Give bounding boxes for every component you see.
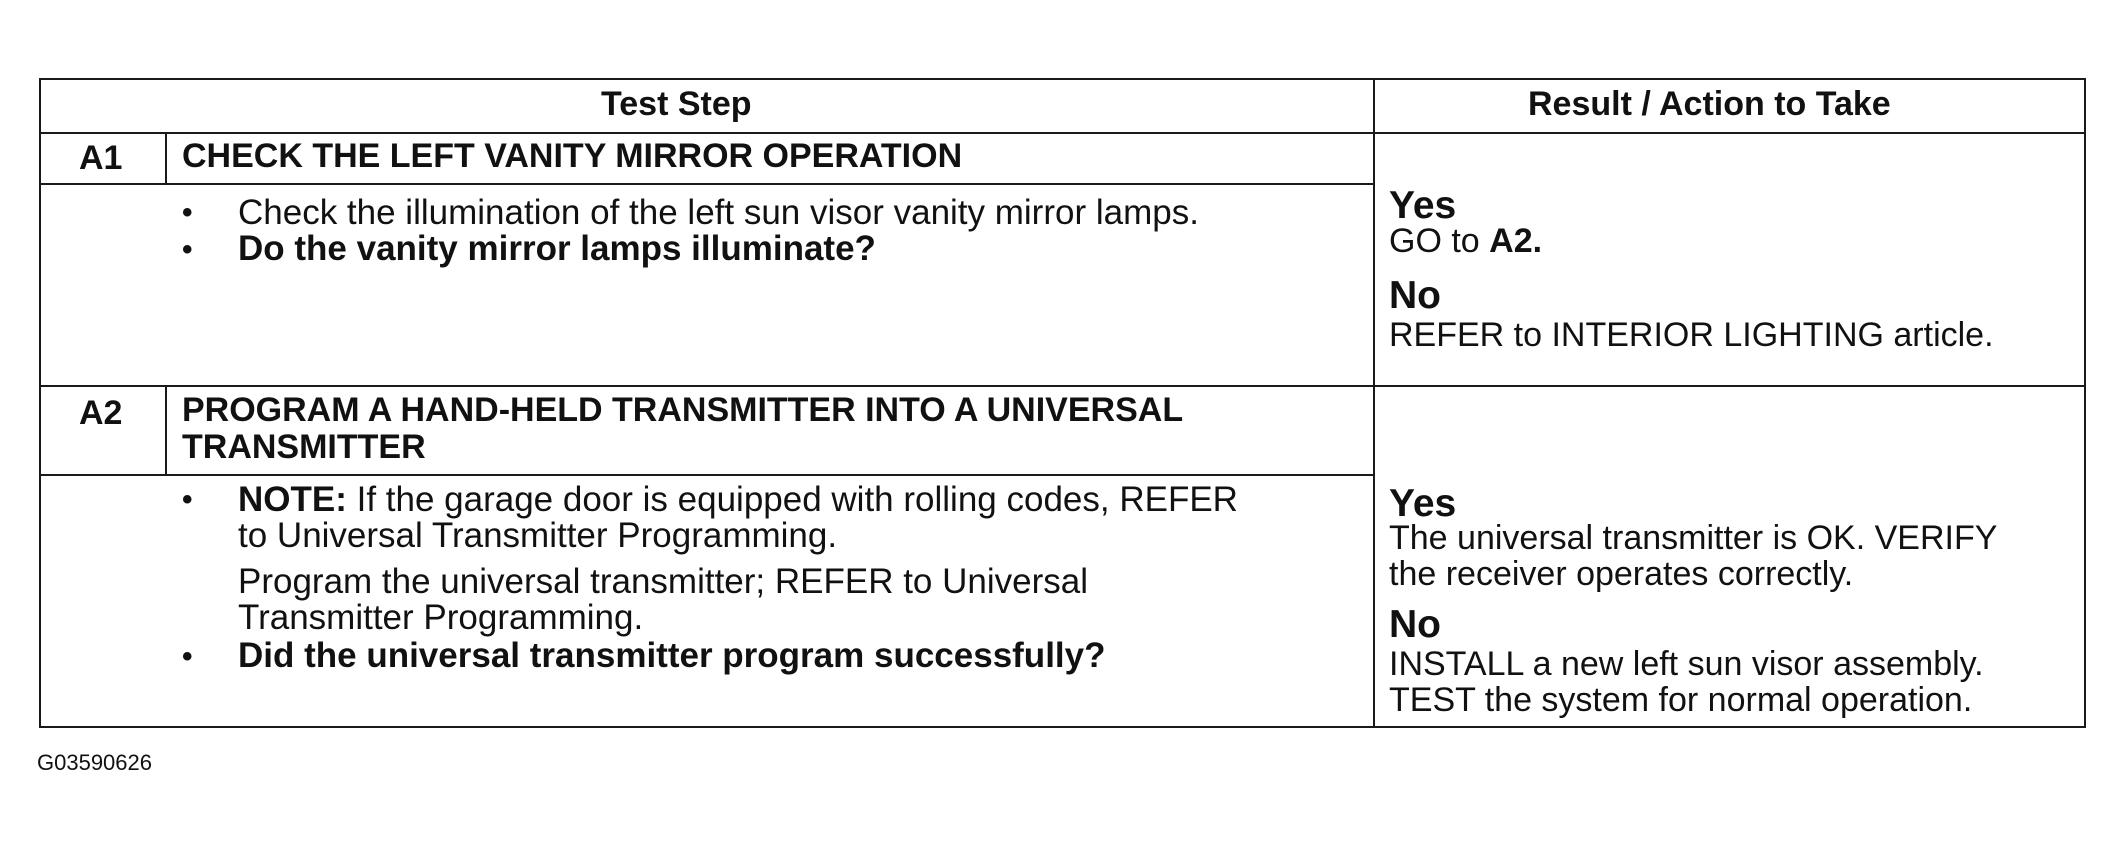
a2-no-label: No — [1389, 603, 1441, 646]
diagnostic-table — [39, 78, 2086, 728]
step-code-a1: A1 — [79, 139, 123, 177]
a1-check-text: Check the illumination of the left sun visor vanity mirror lamps. — [238, 193, 1199, 232]
bullet-marker: • — [182, 483, 193, 516]
a1-title-underline — [41, 183, 1373, 185]
a2-yes-line1: The universal transmitter is OK. VERIFY — [1389, 519, 1998, 557]
step-title-a1: CHECK THE LEFT VANITY MIRROR OPERATION — [182, 137, 963, 175]
a2-note-line2: to Universal Transmitter Programming. — [238, 516, 838, 555]
a2-note-label: NOTE: — [238, 480, 347, 519]
a2-yes-label: Yes — [1389, 482, 1457, 525]
a2-program-line2: Transmitter Programming. — [238, 598, 644, 637]
a1-yes-label: Yes — [1389, 184, 1457, 227]
step-title-a2-line2: TRANSMITTER — [182, 428, 426, 466]
a2-program-line1: Program the universal transmitter; REFER to Universal — [238, 562, 1088, 601]
a1-yes-action — [1389, 223, 1542, 259]
step-code-a2: A2 — [79, 394, 123, 432]
bullet-marker: • — [182, 640, 193, 673]
a1-no-action: REFER to INTERIOR LIGHTING article. — [1389, 316, 1994, 354]
a1-question: Do the vanity mirror lamps illuminate? — [238, 229, 876, 268]
a2-no-line1: INSTALL a new left sun visor assembly. — [1389, 645, 1984, 683]
bullet-marker: • — [182, 196, 193, 229]
header-divider — [41, 132, 2084, 134]
header-test-step: Test Step — [601, 85, 752, 123]
a1-code-divider — [165, 132, 167, 184]
a2-note-text: If the garage door is equipped with rolling codes, REFER — [346, 480, 1238, 519]
a2-no-line2: TEST the system for normal operation. — [1389, 681, 1973, 719]
a2-title-underline — [41, 474, 1373, 476]
a2-code-divider — [165, 385, 167, 475]
header-result-action: Result / Action to Take — [1528, 85, 1891, 123]
step-title-a2-line1: PROGRAM A HAND-HELD TRANSMITTER INTO A UNIVERSAL — [182, 391, 1184, 429]
a2-question: Did the universal transmitter program successfully? — [238, 636, 1106, 675]
bullet-marker: • — [182, 233, 193, 266]
column-divider — [1373, 80, 1375, 726]
figure-id: G03590626 — [37, 750, 152, 775]
a2-note-line1 — [238, 481, 1238, 518]
a2-yes-line2: the receiver operates correctly. — [1389, 555, 1854, 593]
a1-no-label: No — [1389, 274, 1441, 317]
a1-yes-prefix: GO to — [1389, 222, 1490, 260]
a1-yes-target: A2. — [1489, 222, 1543, 260]
row-divider — [41, 385, 2084, 387]
